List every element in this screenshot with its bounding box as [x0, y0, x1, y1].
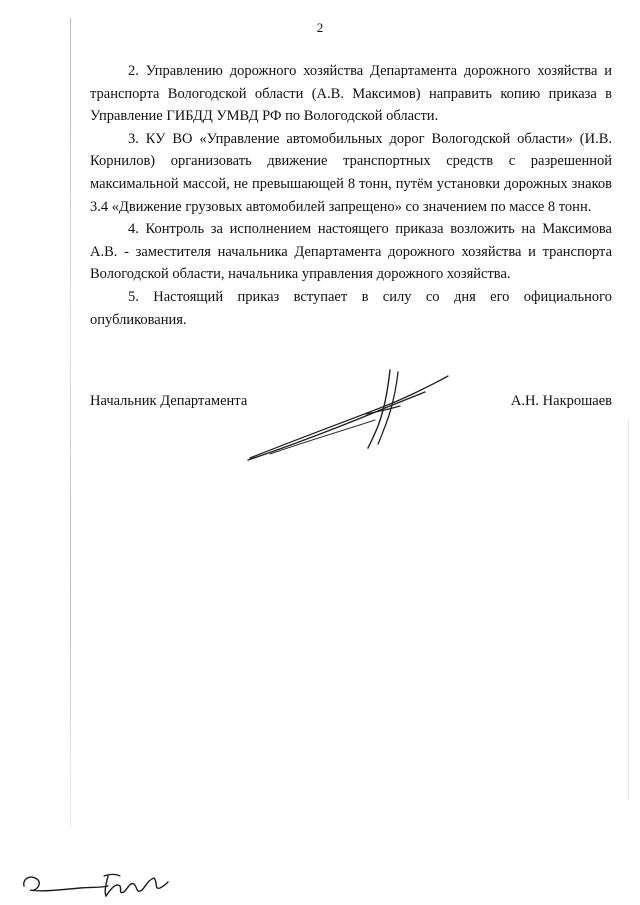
handwritten-initials: [20, 868, 170, 900]
signatory-title: Начальник Департамента: [90, 393, 248, 409]
handwritten-signature: [240, 368, 460, 468]
document-body: [90, 60, 612, 331]
paragraph-3: 3. КУ ВО «Управление автомобильных дорог Вологодской области» (И.В. Корнилов) организовать движение транспортных средств с разрешенной максимальной массой, не превышающей 8 тонн, путём установки дорожных знаков 3.4 «Движение грузовых автомобилей запрещено» со значением по массе 8 тонн.: [90, 130, 612, 215]
scan-edge-left: [70, 18, 71, 828]
paragraph-4: 4. Контроль за исполнением настоящего приказа возложить на Максимова А.В. - заместителя начальника Департамента дорожного хозяйства и транспорта Вологодской области, начальника управления дорожного хозяйства.: [90, 221, 612, 283]
paragraph-2: 2. Управлению дорожного хозяйства Департамента дорожного хозяйства и транспорта Вологодской области (А.В. Максимов) направить копию приказа в Управление ГИБДД УМВД РФ по Вологодской области.: [90, 63, 612, 125]
signatory-name: А.Н. Накрошаев: [510, 393, 612, 409]
paragraph-5: 5. Настоящий приказ вступает в силу со дня его официального опубликования.: [90, 288, 612, 328]
page-number: 2: [316, 20, 324, 35]
scan-edge-right: [628, 420, 629, 800]
